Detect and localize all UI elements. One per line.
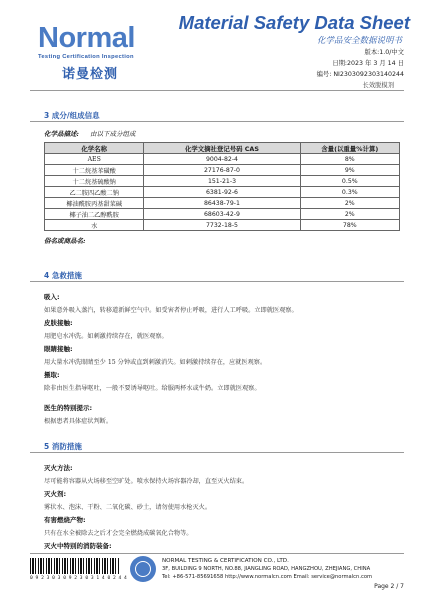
footer-divider xyxy=(30,553,404,554)
skin-contact-label: 皮肤接触: xyxy=(44,319,73,327)
skin-contact-text: 用肥皂水冲洗。如刺激持续存在，就医观察。 xyxy=(44,333,168,340)
footer-contact: Tel: +86-571-85691658 http://www.normalcn.com Email: service@normalcn.com xyxy=(162,574,373,580)
cell-cas: 68603-42-9 xyxy=(144,209,300,220)
footer-company: NORMAL TESTING & CERTIFICATION CO., LTD. xyxy=(162,558,289,564)
footer-address: 3F, BUILDING 9 NORTH, NO.88, JIANGLING ROAD, HANGZHOU, ZHEJIANG, CHINA xyxy=(162,566,371,572)
cell-content: 78% xyxy=(300,220,399,231)
cell-cas: 27176-87-0 xyxy=(144,165,300,176)
ingestion-text: 除非由医生指导呕吐，一般不要诱导呕吐。给服两杯水或牛奶。立即就医观察。 xyxy=(44,385,261,392)
doctor-note-label: 医生的特别提示: xyxy=(44,404,93,412)
cell-content: 0.5% xyxy=(300,176,399,187)
cell-name: 椰油酰胺丙基甜菜碱 xyxy=(45,198,144,209)
barcode-number: 0 9 2 3 0 3 0 9 2 3 0 3 1 4 0 2 4 4 xyxy=(30,576,127,581)
barcode-icon xyxy=(30,558,120,574)
section-3-title: 3 成分/组成信息 xyxy=(44,111,100,120)
table-row xyxy=(45,176,400,187)
column-header-name: 化学名称 xyxy=(45,143,144,154)
extinguishing-agent-text: 雾状水、泡沫、干粉、二氧化碳、砂土，请勿使用水枪灭火。 xyxy=(44,504,212,511)
cell-content: 9% xyxy=(300,165,399,176)
column-header-content: 含量(以重量%计算) xyxy=(300,143,399,154)
header-divider xyxy=(30,90,404,91)
product-name: 长效脱模剂 xyxy=(362,82,394,89)
logo-wordmark: Normal xyxy=(38,22,135,54)
document-header xyxy=(0,0,434,90)
cell-name: AES xyxy=(45,154,144,165)
extinguishing-method-text: 尽可能将容器从火场移至空旷处。喷水保持火场容器冷却，直至灭火结束。 xyxy=(44,478,249,485)
cell-cas: 9004-82-4 xyxy=(144,154,300,165)
table-row xyxy=(45,209,400,220)
section-4-title: 4 急救措施 xyxy=(44,271,82,280)
hazardous-combustion-label: 有害燃烧产物: xyxy=(44,516,86,524)
extinguishing-agent-label: 灭火剂: xyxy=(44,490,67,498)
cell-cas: 6381-92-6 xyxy=(144,187,300,198)
cell-name: 十二烷基苯磺酸 xyxy=(45,165,144,176)
hazardous-combustion-text: 只有在水全被除去之后才会完全燃烧成碳氧化合物等。 xyxy=(44,530,193,537)
cell-cas: 151-21-3 xyxy=(144,176,300,187)
section-4-divider xyxy=(30,281,404,282)
section-3-divider xyxy=(30,121,404,122)
cell-name: 乙二胺四乙酸二钠 xyxy=(45,187,144,198)
table-header-row xyxy=(45,143,400,154)
inhalation-label: 吸入: xyxy=(44,293,60,301)
cell-name: 椰子油二乙醇酰胺 xyxy=(45,209,144,220)
table-row xyxy=(45,165,400,176)
report-number: 编号: NI2303092303140244 xyxy=(316,71,404,78)
cell-content: 8% xyxy=(300,154,399,165)
table-row xyxy=(45,187,400,198)
cell-cas: 86438-79-1 xyxy=(144,198,300,209)
section-5-divider xyxy=(30,452,404,453)
inhalation-text: 如果意外吸入蒸汽，转移道新鲜空气中。如受害者停止呼吸，进行人工呼吸。立即就医观察。 xyxy=(44,307,298,314)
chemical-description-label: 化学品描述: xyxy=(44,130,79,138)
page-number: Page 2 / 7 xyxy=(374,583,404,590)
eye-contact-label: 眼睛接触: xyxy=(44,345,73,353)
table-row xyxy=(45,220,400,231)
document-subtitle: 化学品安全数据说明书 xyxy=(316,36,402,46)
cell-content: 2% xyxy=(300,209,399,220)
cell-content: 0.3% xyxy=(300,187,399,198)
document-title: Material Safety Data Sheet xyxy=(178,12,410,33)
section-5-title: 5 消防措施 xyxy=(44,442,82,451)
composition-table xyxy=(44,142,400,231)
version-info: 版本:1.0/中文 xyxy=(364,49,404,56)
eye-contact-text: 用大量水冲洗眼睛至少 15 分钟或直到刺激消失。如刺激持续存在，应就医观察。 xyxy=(44,359,267,366)
table-row xyxy=(45,198,400,209)
cell-cas: 7732-18-5 xyxy=(144,220,300,231)
ingestion-label: 摄取: xyxy=(44,371,60,379)
extinguishing-method-label: 灭火方法: xyxy=(44,464,73,472)
cell-content: 2% xyxy=(300,198,399,209)
cell-name: 十二烷基硫酸钠 xyxy=(45,176,144,187)
table-row xyxy=(45,154,400,165)
common-name-label: 俗名或商品名: xyxy=(44,237,86,245)
cell-name: 水 xyxy=(45,220,144,231)
date-info: 日期:2023 年 3 月 14 日 xyxy=(332,60,404,67)
logo-chinese-name: 诺曼检测 xyxy=(62,67,119,82)
logo-tagline: Testing Certification Inspection xyxy=(38,54,134,60)
chemical-description-value: 由以下成分组成 xyxy=(90,130,136,138)
special-equipment-label: 灭火中特别的消防装备: xyxy=(44,542,112,550)
column-header-cas: 化学文摘社登记号码 CAS xyxy=(144,143,300,154)
doctor-note-text: 根据患者具体症状判断。 xyxy=(44,418,113,425)
company-seal-icon xyxy=(130,556,156,582)
